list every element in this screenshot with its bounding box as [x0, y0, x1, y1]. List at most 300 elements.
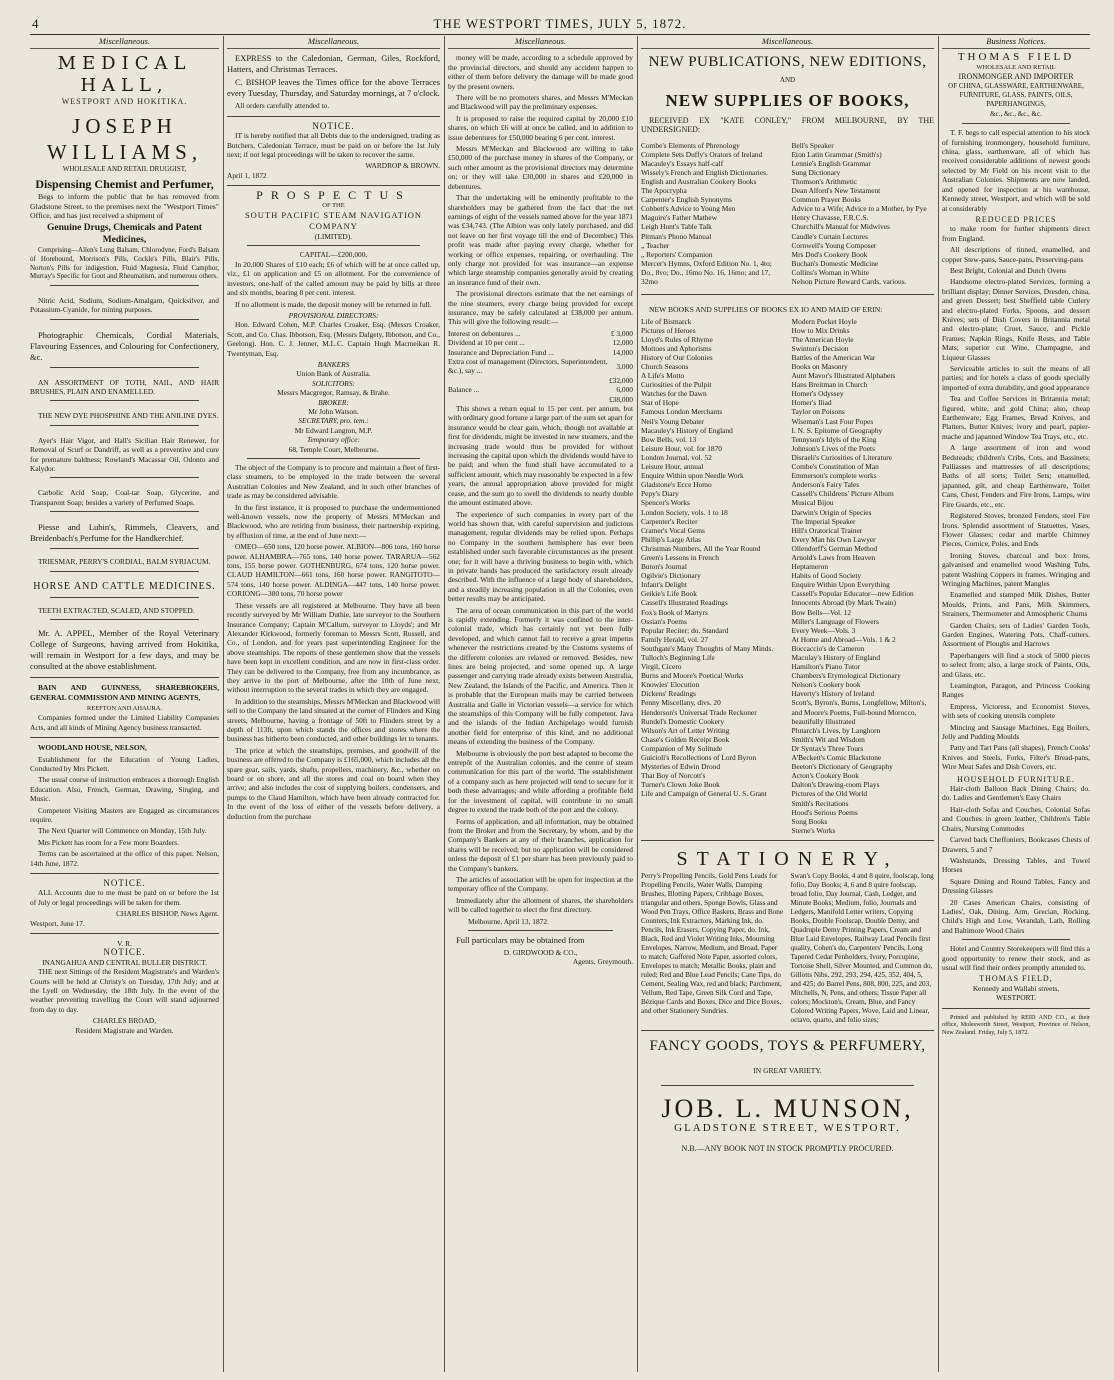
ad-text: Forms of application, and all information, may be obtained from the Broker and from the Secretary, by whom, and by the Company's Bankers at any of their branches, application for shares will be received; but no application will be considered unless the deposit of £1 per share has been previously paid to the Company's bankers. — [448, 816, 633, 873]
table-row — [448, 395, 633, 404]
book-title: Family Herald, vol. 27 — [641, 634, 709, 644]
column-4 — [641, 36, 934, 1372]
book-title: Bow Bells, vol. 13 — [641, 434, 697, 444]
divider — [50, 477, 199, 478]
book-title: Popular Reciter; do. Standard — [641, 625, 729, 635]
ad-text: RECEIVED EX "KATE CONLEY," FROM MELBOURNE, BY THE UNDERSIGNED: — [641, 115, 934, 135]
genuine-heading: Genuine Drugs, Chemicals and Patent Medicines, — [47, 223, 202, 246]
furniture-item: Carved back Cheffoniers, Bookcases Chests of Drawers, 5 and 7 — [942, 835, 1090, 854]
book-title: Lloyd's Rules of Rhyme — [641, 334, 713, 344]
ad-text: Ayer's Hair Vigor, and Hall's Sicilian Hair Renewer, for Removal of Scurf or Dandriff, as well as a preventive and cure for premature baldness; Rowland's Macassar Oil, Odonto and Kalydor. — [30, 435, 219, 474]
book-title: Virgil, Cicero — [641, 662, 682, 672]
ad-text: to make room for further shipments direct from England. — [942, 224, 1090, 243]
book-title: Cramer's Vocal Gems — [641, 525, 705, 535]
page-number: 4 — [32, 16, 39, 31]
ad-heading: WOODLAND HOUSE, NELSON, — [38, 743, 147, 753]
ad-text: In 20,000 Shares of £10 each; £6 of which will be at once called up, viz., £1 on application and £5 on allotment. For the convenience of investors, one-half of the called amount may be paid by bills at three and six months, bearing 8 per cent. interest. — [227, 259, 440, 298]
book-title: Aunt Mavor's Illustrated Alphabets — [791, 371, 896, 381]
ad-text: Mr. A. APPEL, Member of the Royal Veterinary College of Surgeons, having arrived from Hokitika, will remain in Westport for a few days, and may be consulted at the above establishment. — [30, 628, 219, 672]
signature-role: Agents, Greymouth. — [572, 957, 633, 967]
book-title: Tennyson's Idyls of the King — [791, 434, 877, 444]
book-list-column — [792, 141, 935, 287]
earnings-table — [448, 329, 633, 404]
divider — [50, 571, 199, 572]
divider — [50, 511, 199, 512]
book-title: Green's Lessons in French — [641, 552, 719, 562]
book-title: Wilson's Art of Letter Writing — [641, 725, 730, 735]
ad-subheading: SECRETARY, pro. tem.: — [298, 416, 369, 426]
stock-item: Ironing Stoves, charcoal and box Irons, galvanised and enamelled wood Washing Tubs, patent Washing Coppers in frames. Wringing and Wringing Machines, patent Mangles — [942, 550, 1090, 588]
medical-hall-place: WESTPORT AND HOKITIKA. — [61, 97, 188, 107]
furniture-item: 20 Cases American Chairs, consisting of Ladies', Oak, Dining, Arm, Grecian, Rocking, Child's High and Low, Verandah, Lath, Rolling and Baltimore Wood Chairs — [942, 897, 1090, 935]
book-title: Smith's Wit and Wisdom — [791, 734, 865, 744]
ad-text: This shows a return equal to 15 per cent. per annum, but with ordinary good fortune a large part of the sum set apart for insurance would be clear gain, which, though not available at first for dividends, might be invested in new steamers, and the increasing trade would thus be provided for without increasing the capital upon which the dividends would have to be paid; and when the fund shall have accumulated to a sufficient amount, which may reasonably be expected in a few years, the annual appropriation above provided for might cease, and the sum go to swell the dividends to nearly double the amount estimated above. — [448, 404, 633, 508]
ad-heading: REDUCED PRICES — [975, 214, 1057, 224]
book-title: Wissely's French and English Dictionaries. — [641, 167, 768, 177]
divider — [962, 123, 1070, 124]
stationery-list — [641, 872, 934, 1025]
stock-item: Empress, Victoress, and Economist Stoves, with sets of cooking utensils complete — [942, 701, 1090, 721]
ad-text: IN GREAT VARIETY. — [753, 1065, 822, 1075]
book-title: The Apocrypha — [641, 186, 687, 196]
book-title: I. N. S. Epitome of Geography — [791, 425, 883, 435]
ad-text: WHOLESALE AND RETAIL — [976, 63, 1056, 71]
book-title: Mrs Dod's Cookery Book — [791, 249, 868, 259]
divider — [468, 930, 613, 931]
divider — [30, 737, 219, 738]
ad-text: Nitric Acid, Sodium, Sodium-Amalgam, Quicksilver, and Potassium-Cyanide, for mining purposes. — [30, 295, 219, 315]
ad-heading: HORSE AND CATTLE MEDICINES. — [33, 580, 216, 592]
ad-subheading: BANKERS — [317, 359, 350, 369]
stock-item: Leamington, Paragon, and Princess Cooking Ranges — [942, 681, 1090, 700]
ad-heading: HOUSEHOLD FURNITURE. — [957, 774, 1075, 784]
column-rule — [444, 36, 445, 1372]
ad-text: Immediately after the allotment of shares, the shareholders will be called together to elect the first directory. — [448, 895, 633, 915]
ad-text: The area of ocean communication in this part of the world is rapidly extending. Formerly it was confined to the inter-colonial trade, which has certainly not yet been fully developed, and which cannot fail to receive a great impetus whenever the restrictions created by the Customs systems of the different colonies are relaxed or removed. Besides, new lines are being projected, and some opened up. A large passenger and carrying trade already exists between Australia, New Zealand, the Islands of the Pacific, and America. Then it is probable that the European mails may be carried between Australia and Galle in Victorian vessels—a service for which the steamships of this Company will be fully competent. Java and the islands of the Indian Archipelago would furnish another field for enterprise of this kind, and no additional means of extending the business of the Company. — [448, 605, 633, 747]
book-title: Wiseman's Last Four Popes — [791, 416, 874, 426]
advertiser-name: JOSEPH WILLIAMS, — [46, 113, 203, 164]
book-title: Rundel's Domestic Cookery — [641, 716, 725, 726]
ad-text: Hon. Edward Cohen, M.P. Charles Croaker, Esq. (Messrs Croaker, Scott, and Co. Chas. Ibbotson, Esq. (Messrs Dalgety, Ibbotson, and Co., Geelong). Hon. C. J. Jenner, M.L.C. Captain Hugh Macmeikan R. Twentyman, Esq. — [227, 320, 440, 358]
furniture-item: Hair-cloth Sofas and Couches, Colonial Sofas and Couches in green leather, Children's Table Chairs, Nursing Commodes — [942, 804, 1090, 833]
book-title: Ollendorff's German Method — [791, 543, 878, 553]
stock-item: Mincing and Sausage Machines, Egg Boilers, Jelly and Pudding Moulds — [942, 722, 1090, 742]
section-heading: Miscellaneous. — [30, 36, 219, 49]
book-title: Acton's Cookery Book — [791, 771, 859, 781]
ad-heading: NOTICE. — [103, 878, 146, 888]
stock-item: Paperhangers will find a stock of 5000 pieces to select from; also, a large stock of Paints, Oils, and Glass, etc. — [942, 650, 1090, 679]
book-title: Eton Latin Grammar (Smith's) — [791, 149, 882, 159]
ad-text: Full particulars may be obtained from — [456, 934, 585, 945]
ad-text: OF CHINA, GLASSWARE, EARTHENWARE, — [948, 81, 1084, 90]
book-list-2 — [641, 317, 934, 835]
column-1 — [30, 36, 219, 1372]
table-row — [448, 385, 633, 394]
stationery-column: Perry's Propelling Pencils, Gold Pens Leads for Propelling Pencils, Water Walls, Damping Brushes, Blotting Papers, Cribbage Boxes, triangular and others, Sponge Bowls, Glass and Wood Pen Trays, Office Baskets, Brass and Bone Counters, Ink Extractors, Marking Ink, do. Pencils, Ink Erasers, Copying Paper, do. Ink, Black, Red and Violet Writing Inks, Mourning Envelopes, Narrow, Medium, and Broad, Paper to match; Gaffered Note Paper, assorted colors, Envelopes to match; Metallic Books, plain and ruled; Red and Blue Lead Pencils; Cane Tips, do Cement, Sealing Wax, red and black; Parchment, Vellum, Red Tape, Green Silk Cord and Tape, Bézique Cards and Boxes, Dice and Dice Boxes, and other Stationery Sundries. — [641, 871, 784, 1015]
table-cell: Balance ... — [448, 385, 480, 395]
stock-item: Registered Stoves, bronzed Fenders, steel Fire Irons. Splendid assortment of Statuettes, Vases, Flower Glasses; cedar and marble Chimney Pieces, Cornice, Poles, and Ends — [942, 511, 1090, 549]
medical-hall-title: MEDICAL HALL, — [57, 53, 192, 97]
divider — [247, 458, 420, 459]
book-title: Henderson's Universal Trade Reckoner — [641, 707, 757, 717]
book-title: Beeton's Dictionary of Geography — [791, 762, 893, 772]
book-title: Chambers's Etymological Dictionary — [791, 671, 901, 681]
dateline: Melbourne, April 13, 1872. — [468, 916, 549, 926]
book-title: „ Teacher — [641, 240, 670, 250]
table-cell: Insurance and Depreciation Fund ... — [448, 347, 554, 357]
book-title: Cassell's Childrens' Picture Album — [791, 489, 894, 499]
book-title: Song Books — [791, 816, 828, 826]
book-title: Bell's Speaker — [791, 140, 834, 150]
book-title: Musical Bijou — [791, 498, 834, 508]
ad-text: Photographic Chemicals, Cordial Materials, Flavouring Essences, and Colouring for Confectionery, &c. — [30, 329, 219, 362]
book-title: Pictures of the Old World — [791, 789, 868, 799]
ad-text: TRIESMAR, PERRY'S CORDIAL, BALM SYRIACUM. — [38, 557, 211, 567]
book-title: Guicioli's Recollections of Lord Byron — [641, 753, 757, 763]
book-title: Plutarch's Lives, by Langhorn — [791, 725, 881, 735]
book-title: Watches for the Dawn — [641, 389, 707, 399]
book-title: Common Prayer Books — [791, 195, 861, 205]
royal-cipher: V. R. — [117, 939, 132, 949]
book-title: Penny Miscellany, divs. 20 — [641, 698, 721, 708]
stock-item: Handsome electro-plated Services, forming a brilliant display; Dinner Services, Dresden, china, and green Dessert; best Sheffield table Cutlery and electro-plated Forks, Spoons, and dessert Knives; sets of Dish Covers in Britannia metal and electro-plate; Cruet, Sauce, and Pickle Frames; Napkin Rings, Knife Rests, and Table Mats; superior cut Wine, Champagne, and Liqueur Glasses — [942, 277, 1090, 362]
ad-text: WESTPORT. — [996, 993, 1036, 1003]
furniture-list — [942, 784, 1090, 935]
ad-footer: N.B.—ANY BOOK NOT IN STOCK PROMPTLY PROCURED. — [681, 1143, 894, 1153]
book-title: Boccaccio's de Cameron — [791, 643, 865, 653]
divider — [641, 294, 934, 295]
book-title: Chase's Golden Receipt Book — [641, 734, 730, 744]
book-title: Maculay's History of England — [791, 653, 881, 662]
book-title: Sterne's Works — [791, 825, 836, 835]
furniture-item: Washstands, Dressing Tables, and Towel Horses — [942, 855, 1090, 875]
furniture-item: Hair-cloth Balloon Back Dining Chairs; do. do. Ladies and Gentlemen's Easy Chairs — [942, 784, 1090, 803]
book-title: Church Seasons — [641, 362, 689, 371]
divider — [227, 116, 440, 117]
ad-heading: NOTICE. — [312, 120, 355, 131]
divider — [227, 185, 440, 186]
book-title: Dean Alford's New Testament — [791, 186, 881, 196]
furniture-item: Square Dining and Round Tables, Fancy and Dressing Glasses — [942, 876, 1090, 896]
signature-role: Resident Magistrate and Warden. — [75, 1025, 174, 1035]
book-title: Innocents Abroad (by Mark Twain) — [791, 598, 896, 608]
table-cell: Dividend at 10 per cent ... — [448, 338, 525, 348]
book-title: Pepy's Diary — [641, 489, 679, 499]
prospectus-body — [227, 463, 440, 823]
ad-subheading: Temporary office: — [307, 435, 360, 445]
dateline: April 1, 1872 — [227, 170, 267, 180]
ad-text: Mr John Watson. — [308, 406, 359, 416]
ad-text: &c., &c., &c., &c. — [990, 109, 1042, 118]
divider — [50, 597, 199, 598]
table-row — [448, 329, 633, 338]
divider — [30, 873, 219, 874]
book-title: Combe's Constitution of Man — [791, 462, 879, 472]
ad-text: Mr Edward Langton, M.P. — [294, 425, 373, 435]
book-title: Ogilvie's Dictionary — [641, 571, 701, 581]
book-title: „ Reporters' Companion — [641, 249, 713, 259]
two-column-block — [227, 463, 440, 823]
book-list-column — [792, 317, 935, 835]
book-title: Hans Breitman in Church — [791, 380, 868, 390]
divider — [30, 677, 219, 678]
ad-text: THE NEW DYE PHOSPHINE AND THE ANILINE DYES. — [38, 411, 219, 421]
ad-subheading: SOLICITORS: — [312, 378, 355, 388]
book-title: Books on Masonry — [791, 362, 848, 371]
ad-text: Hotel and Country Storekeepers will find this a good opportunity to renew their stock, and as usual will find their orders promptly attended to. — [942, 944, 1090, 972]
book-title: Buton's Journal — [641, 562, 687, 572]
ad-text: The articles of association will be open for inspection at the temporary office of the Company. — [448, 874, 633, 894]
divider — [50, 319, 199, 320]
book-title: Lennie's English Grammar — [791, 158, 871, 168]
table-row — [448, 338, 633, 347]
book-title: Life of Bismarck — [641, 316, 692, 326]
book-title: Disraeli's Curiosities of Literature — [791, 452, 892, 462]
ad-text: OMEO—650 tons, 120 horse power. ALBION—806 tons, 160 horse power. ALHAMBRA—765 tons, 140 horse power. TARARUA—562 tons, 155 horse power. GOTHENBURG, 674 tons, 120 horse power. CLAUD HAMILTON—661 tons, 160 horse power. RANGITOTO—574 tons, 140 horse power. ALDINGA—447 tons, 140 horse power. CORIONG—380 tons, 70 horse power — [227, 542, 440, 599]
book-title: Carpenter's Reciter — [641, 516, 698, 526]
book-title: Taylor on Poisons — [791, 407, 845, 417]
book-title: Modern Pocket Hoyle — [791, 316, 857, 326]
book-title: Southgate's Many Thoughts of Many Minds. — [641, 643, 774, 653]
book-title: Homer's Iliad — [791, 398, 832, 408]
divider — [641, 840, 934, 841]
book-title: Cassell's Illustrated Readings — [641, 598, 728, 608]
table-cell: 12,000 — [612, 338, 633, 348]
divider — [50, 367, 199, 368]
advertiser-name: THOMAS FIELD — [957, 51, 1075, 64]
divider — [247, 245, 420, 246]
book-title: Life and Campaign of General U. S. Grant — [641, 789, 767, 799]
divider — [50, 548, 199, 549]
divider — [661, 1085, 914, 1086]
book-title: English and Australian Cookery Books — [641, 177, 757, 186]
book-title: Every Week—Vols. 3 — [791, 625, 856, 635]
table-cell: 6,000 — [616, 385, 633, 395]
column-rule — [223, 36, 224, 1372]
column-2 — [227, 36, 440, 1372]
book-title: Companion of My Solitude — [641, 743, 723, 753]
stock-item: Patty and Tart Pans (all shapes), French Cooks' Knives and Steels, Forks, Filter's Bread-pans, Wire Meat Safes and Dish Covers, etc. — [942, 743, 1090, 772]
column-rule — [938, 36, 939, 1372]
page-header — [30, 14, 1090, 35]
ad-heading: BAIN AND GUINNESS, SHAREBROKERS, GENERAL COMMISSION AND MINING AGENTS, — [30, 683, 219, 702]
company-name: SOUTH PACIFIC STEAM NAVIGATION COMPANY — [244, 210, 423, 232]
ad-text: It is proposed to raise the required capital by 20,000 £10 shares, on which £6 will at once be called, and in addition to issue debentures for £50,000 bearing 6 per cent. interest. — [448, 113, 633, 142]
ad-text: All orders carefully attended to. — [235, 101, 330, 111]
divider — [641, 1030, 934, 1031]
book-title: Homer's Odyssey — [791, 389, 844, 399]
ad-text: ALL Accounts due to me must be paid on or before the 1st of July or legal proceedings will be taken for them. — [30, 888, 219, 907]
masthead-title: THE WESTPORT TIMES, JULY 5, 1872. — [433, 16, 687, 31]
book-title: Mercer's Hymns, Oxford Edition No. 1, 4to; Do., 8vo; Do., 16mo No. 16, 16mo; and 17, 32mo — [641, 258, 772, 287]
book-title: Neil's Young Debater — [641, 416, 705, 426]
imprint: Printed and published by REID AND CO., at their office, Molesworth Street, Westport, Province of Nelson, New Zealand. Friday, July 5, 1872. — [942, 1013, 1090, 1036]
book-title: Cornwell's Young Composer — [791, 240, 877, 250]
table-cell: Extra cost of management (Directors, Superintendent, &c.), say ... — [448, 357, 608, 376]
book-title: Churchill's Manual for Midwives — [791, 222, 890, 232]
ad-text: That the undertaking will be eminently profitable to the shareholders may be gathered from the fact that the net earnings of eight of the vessels named above for the year 1871 was £34,743. (The Albion was only lately purchased, and did not leave on her first voyage till the end of December.) This profit was made after paying every charge, whether for working or office expenses, repairing, or overhauling. The only charge not provided for was insurance—an expense which large steamship companies generally avoid by creating an insurance fund of their own. — [448, 193, 633, 287]
book-title: Complete Sets Duffy's Orators of Ireland — [641, 149, 763, 159]
book-title: Leigh Hunt's Table Talk — [641, 222, 712, 232]
book-title: Spencer's Works — [641, 498, 690, 508]
ad-text: Melbourne is obviously the port best adapted to become the entrepôt of the Australian colonies, and the centre of steam communication for this part of the world. The establishment of a company such as here projected will tend to secure for it both these advantages; and while affording a profitable field for the investment of capital, will contribute in no small degree to extend the trade both of the port and the colony. — [448, 748, 633, 815]
book-title: Ossian's Poems — [641, 616, 687, 626]
book-title: Buchan's Domestic Medicine — [791, 258, 879, 268]
stock-item: Tea and Coffee Services in Britannia metal; figured, white, and gold China; also, cheap Earthenware; Egg Frames, Bread Knives, and Platters, Butter Knives; ivory and pearl, papier-mache and japanned Window Tea Trays, etc., etc. — [942, 394, 1090, 441]
book-title: Every Man his Own Lawyer — [791, 534, 876, 544]
stock-list — [942, 245, 1090, 772]
book-title: The American Hoyle — [791, 334, 854, 344]
stock-item: Garden Chairs, sets of Ladies' Garden Tools, Garden Engines, Watering Pots, Chaff-cutters. Assortment of Ploughs and Harrows — [942, 620, 1090, 649]
ad-text: Establishment for the Education of Young Ladies, Conducted by Mrs Pickett. — [30, 754, 219, 773]
ad-heading: NOTICE. — [103, 947, 146, 958]
column-3 — [448, 36, 633, 1372]
ad-text: TEETH EXTRACTED, SCALED, AND STOPPED. — [38, 605, 195, 615]
ad-subheading: BROKER: — [318, 397, 349, 407]
book-title: Cobbett's Advice to Young Men — [641, 204, 736, 214]
ad-heading: INANGAHUA AND CENTRAL BULLER DISTRICT. — [42, 957, 207, 967]
stock-item: Serviceable articles to suit the means of all parties; and for hotels a class of goods specially imported of extra durability, and good appearance — [942, 364, 1090, 392]
section-heading: Miscellaneous. — [641, 36, 934, 49]
ad-text: AND — [779, 76, 796, 85]
book-title: Arnold's Laws from Heaven — [791, 552, 876, 562]
section-heading: Miscellaneous. — [227, 36, 440, 49]
book-title: Turner's Clown Joke Book — [641, 780, 720, 790]
stock-item: Enamelled and stamped Milk Dishes, Butter Moulds, Prints, and Pans, Milk Skimmers, Strainers, Thermometer and Atmospheric Churns — [942, 590, 1090, 619]
book-title: Dalton's Drawing-room Plays — [791, 780, 880, 790]
table-cell — [448, 395, 609, 404]
ad-text: C. BISHOP leaves the Times office for the above Terraces every Tuesday, Thursday, and Saturday mornings, at 7 o'clock. — [227, 77, 440, 99]
ad-text: The experience of such companies in every part of the world has shown that, with careful supervision and judicious management, regular dividends may be relied upon. Perhaps no Company in the southern hemisphere has ever been established under such favorable circumstances as the present one; for it will have a thriving business to begin with, which in private hands has produced the satisfactory result already described. With the influence of a large body of shareholders, and a steadily increasing population in all the Colonies, even better results may be anticipated. — [448, 509, 633, 604]
book-title: Swinton's Decision — [791, 343, 849, 353]
signature: CHARLES BROAD, — [92, 1016, 157, 1026]
book-title: History of Our Colonies — [641, 352, 713, 362]
book-title: Leisure Hour, vol. for 1870 — [641, 443, 722, 453]
book-title: Cassell's Popular Educator—new Edition — [791, 589, 914, 599]
book-title: Scott's, Byron's, Burns, Longfellow, Milton's, and Moore's Poems, Full-bound Morocco, beautifully Illustrated — [791, 698, 927, 726]
ad-text: The usual course of instruction embraces a thorough English Education. Also, French, German, Drawing, Singing, and Music. — [30, 775, 219, 804]
ad-text: The price at which the steamships, premises, and goodwill of the business are offered to the Company is £165,000, which includes all the spare gear, sails, yards, shafts, propellers, machinery, &c., whether on board or on shore, and all the stores and coal on board when they arrive; and also includes the cost of supplying boilers, condensers, and pumps to the Claud Hamilton, which have been already contracted for. In the event of the loss of either of the vessels before delivery, a deduction from the purchase — [227, 745, 440, 821]
section-heading: Miscellaneous. — [448, 36, 633, 49]
book-title: Pictures of Heroes — [641, 325, 696, 335]
book-title: Leisure Hour, annual — [641, 462, 704, 472]
stock-item: Best Bright, Colonial and Dutch Ovens — [950, 265, 1067, 275]
ad-text: Comprising—Allen's Lung Balsam, Chlorodyne, Ford's Balsam of Horehound, Morrison's Pills, Cockle's Pills, Blair's Pills, Norton's Pills for indigestion, Fluid Magnesia, Fluid Camphor, Murray's Specific for Gout and Rheumatism, and numerous others. — [30, 246, 219, 281]
book-title: Infant's Delight — [641, 580, 687, 590]
ad-text: FURNITURE, GLASS, PAINTS, OILS, PAPERHANGINGS, — [959, 91, 1073, 109]
advertiser-sub: WHOLESALE AND RETAIL DRUGGIST, — [62, 164, 187, 173]
ad-text: (LIMITED). — [314, 232, 353, 242]
book-title: Christmas Numbers, All the Year Round — [641, 543, 761, 553]
chemist-heading: Dispensing Chemist and Perfumer, — [35, 177, 214, 192]
signature: CHARLES BISHOP, News Agent. — [116, 909, 219, 919]
table-row — [448, 348, 633, 357]
ad-text: Union Bank of Australia. — [296, 369, 371, 379]
table-row — [448, 376, 633, 385]
publications-heading: NEW PUBLICATIONS, NEW EDITIONS, — [648, 54, 927, 71]
ad-text: CAPITAL—£200,000, — [299, 250, 368, 260]
divider — [50, 425, 199, 426]
ad-text: Messrs Macgregor, Ramsay, & Brahe. — [277, 388, 390, 398]
stationery-heading: STATIONERY, — [676, 847, 899, 870]
divider — [50, 400, 199, 401]
book-title: Tulloch's Beginning Life — [641, 653, 715, 662]
book-title: That Boy of Norcott's — [641, 771, 706, 781]
book-list-column — [641, 317, 784, 835]
book-title: Nelson's Cookery book — [791, 680, 861, 690]
book-title: Knowles' Elocution — [641, 680, 700, 690]
book-title: Johnson's Lives of the Poets — [791, 443, 875, 453]
book-title: Anderson's Fairy Tales — [791, 480, 860, 490]
book-title: Pitman's Phono Manual — [641, 231, 712, 241]
prospectus-heading: PROSPECTUS — [256, 188, 411, 203]
book-title: Geikie's Life Book — [641, 589, 697, 599]
ad-text: If no allotment is made, the deposit money will be returned in full. — [235, 299, 432, 309]
ad-text: Messrs M'Meckan and Blackwood are willing to take £50,000 of the purchase money in shares of the Company, or such other amount as the provisional directors may determine on; or they will take £30,000 in shares and £20,000 in debentures. — [448, 144, 633, 191]
book-title: The Imperial Speaker — [791, 516, 856, 526]
stock-item: All descriptions of tinned, enamelled, and copper Stew-pans, Sauce-pans, Preserving-pans — [942, 245, 1090, 264]
advertiser-address: GLADSTONE STREET, WESTPORT. — [674, 1122, 901, 1135]
book-title: Battles of the American War — [791, 352, 876, 362]
ad-text: money will be made, according to a schedule approved by the provincial directors, and should any accident happen to either of them before delivery the damage will be made good by the present owners. — [448, 53, 633, 91]
fancy-goods-heading: FANCY GOODS, TOYS & PERFUMERY, — [649, 1037, 926, 1054]
divider — [50, 285, 199, 286]
stock-item: A large assortment of iron and wood Bedsteads; children's Cribs, Cots, and Bassinets; Palliasses and mattresses of all descriptions; Baths of all sorts; Toilet Sets; enamelled, japanned, gilt, and cheap Earthenware, Toilet Cans, Chest, Fenders and Fire Irons, Lamps, wire Fire Guards, etc., etc. — [942, 443, 1090, 509]
book-title: Dr Syntax's Three Tours — [791, 743, 864, 753]
ad-text: Piesse and Lubin's, Rimmels, Cleavers, and Breidenbach's Perfume for the Handkerchief. — [30, 522, 219, 544]
book-title: Fox's Book of Martyrs — [641, 607, 708, 617]
book-title: Macauley's History of England — [641, 425, 733, 435]
book-title: Haverty's History of Ireland — [791, 689, 875, 699]
book-list-1 — [641, 141, 934, 287]
book-title: Hill's Oratorical Trainer — [791, 525, 863, 535]
ad-text: OF THE — [322, 201, 345, 209]
book-title: Enquire Within upon Needle Work — [641, 471, 744, 481]
signature: D. GIRDWOOD & CO., — [503, 947, 578, 957]
ad-text: Mrs Pickett has room for a Few more Boarders. — [38, 837, 180, 847]
ad-text: IRONMONGER AND IMPORTER — [958, 72, 1074, 82]
book-title: Advice to a Wife; Advice to a Mother, by Pye Henry Chavasse, F.R.C.S. — [791, 204, 927, 223]
book-title: Enquire Within Upon Everything — [791, 580, 890, 590]
ad-text: Begs to inform the public that he has removed from Gladstone Street, to the premises next the "Westport Times" Office, and has just received a shipment of — [30, 192, 219, 221]
ad-text: Competent Visiting Masters are Engaged as circumstances require. — [30, 805, 219, 824]
table-row — [448, 357, 633, 376]
book-title: Collins's Woman in White — [791, 267, 869, 277]
book-title: Sung Dictionary — [791, 167, 841, 177]
book-title: Caudle's Curtain Lectures — [791, 231, 868, 241]
book-title: A Life's Motto — [641, 371, 685, 381]
column-rule — [637, 36, 638, 1372]
table-cell — [448, 376, 609, 385]
book-title: Burns and Moore's Poetical Works — [641, 671, 744, 681]
table-cell: £ 3,000 — [610, 328, 633, 338]
ad-text: IT is hereby notified that all Debts due to the undersigned, trading as Butchers, Caledonian Terrace, must be paid on or before the 1st July next; if not legal proceedings will be taken to recover the same. — [227, 131, 440, 160]
book-title: Gladstone's Ecce Homo — [641, 480, 712, 490]
book-title: Nelson Picture Reward Cards, various. — [791, 277, 907, 287]
ad-text: THE next Sittings of the Resident Magistrate's and Warden's Courts will be held at Christy's on Tuesday, 17th July; and at the Lyell on Wednesday, the 18th July. In the event of the weather preventing travelling the Court will stand adjourned from day to day. — [30, 967, 219, 1014]
table-cell: Interest on debentures ... — [448, 328, 521, 338]
ad-text: Terms can be ascertained at the office of this paper. Nelson, 14th June, 1872. — [30, 849, 219, 868]
book-title: Hamilton's Piano Tutor — [791, 662, 861, 672]
book-title: Heptameron — [791, 562, 829, 572]
table-cell: £32,000 — [608, 375, 633, 385]
divider — [50, 619, 199, 620]
ad-text: There will be no promoters shares, and Messrs M'Meckan and Blackwood will pay the preliminary expenses. — [448, 93, 633, 112]
book-title: Mottoes and Aphorisms — [641, 343, 712, 353]
book-title: Famous London Merchants — [641, 407, 723, 417]
book-title: Macauley's Essays half-calf — [641, 158, 724, 168]
table-cell: 3,000 — [616, 361, 633, 371]
